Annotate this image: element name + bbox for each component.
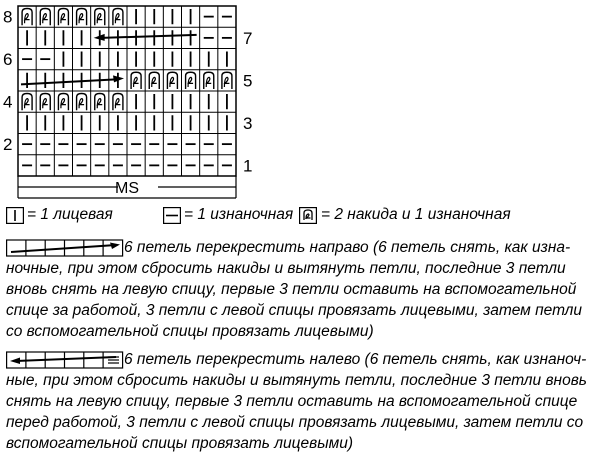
cable-right-text-1: 6 петель перекрестить направо (6 петель снять, как изна- — [124, 239, 571, 256]
yo-purl-legend-text: = 2 накида и 1 изнаночная — [321, 206, 511, 223]
cable-right-line-1 — [6, 237, 582, 258]
row-number-left: 2 — [3, 135, 13, 155]
yo-purl-symbol — [299, 207, 317, 224]
cable-right-line-5: со вспомогательной спицы провязать лицевыми) — [6, 323, 374, 340]
cable-left-line-1 — [6, 349, 587, 370]
cable-right-line-2: ночные, при этом сбросить накиды и вытянуть петли, последние 3 петли — [6, 260, 566, 277]
row-number-right: 3 — [243, 113, 253, 133]
cable-left-line-3: снять на левую спицу, первые 3 петли оставить на вспомогательной спице — [6, 393, 578, 410]
row-number-left: 6 — [3, 50, 13, 70]
knit-symbol — [6, 207, 24, 224]
row-number-left: 8 — [3, 7, 13, 27]
cable-right-line-3: вновь снять на левую спицу, первые 3 петли оставить на вспомогательной — [6, 281, 577, 298]
ms-label: MS — [115, 180, 139, 197]
row-number-right: 1 — [243, 156, 253, 176]
cable-right-symbol — [6, 239, 124, 257]
cable-left-line-4: перед работой, 3 петли с левой спицы провязать лицевыми, затем петли со — [6, 414, 584, 431]
knit-legend-text: = 1 лицевая — [27, 206, 113, 223]
cable-left-description — [6, 349, 587, 454]
legend — [6, 205, 596, 225]
row-number-right: 7 — [243, 28, 253, 48]
row-number-left: 4 — [3, 92, 13, 112]
purl-symbol — [163, 207, 181, 224]
cable-left-line-2: ные, при этом сбросить накиды и вытянуть петли, последние 3 петли вновь — [6, 372, 587, 389]
cable-right-description — [6, 237, 582, 342]
cable-left-line-5: вспомогательной спицы провязать лицевыми) — [6, 435, 354, 452]
knitting-chart — [0, 0, 604, 205]
cable-right-line-4: спице за работой, 3 петли с левой спицы провязать лицевыми, затем петли — [6, 302, 583, 319]
purl-legend-text: = 1 изнаночная — [184, 206, 294, 223]
cable-left-text-1: 6 петель перекрестить налево (6 петель снять, как изнаноч- — [124, 351, 587, 368]
row-number-right: 5 — [243, 71, 253, 91]
cable-left-symbol — [6, 351, 124, 369]
